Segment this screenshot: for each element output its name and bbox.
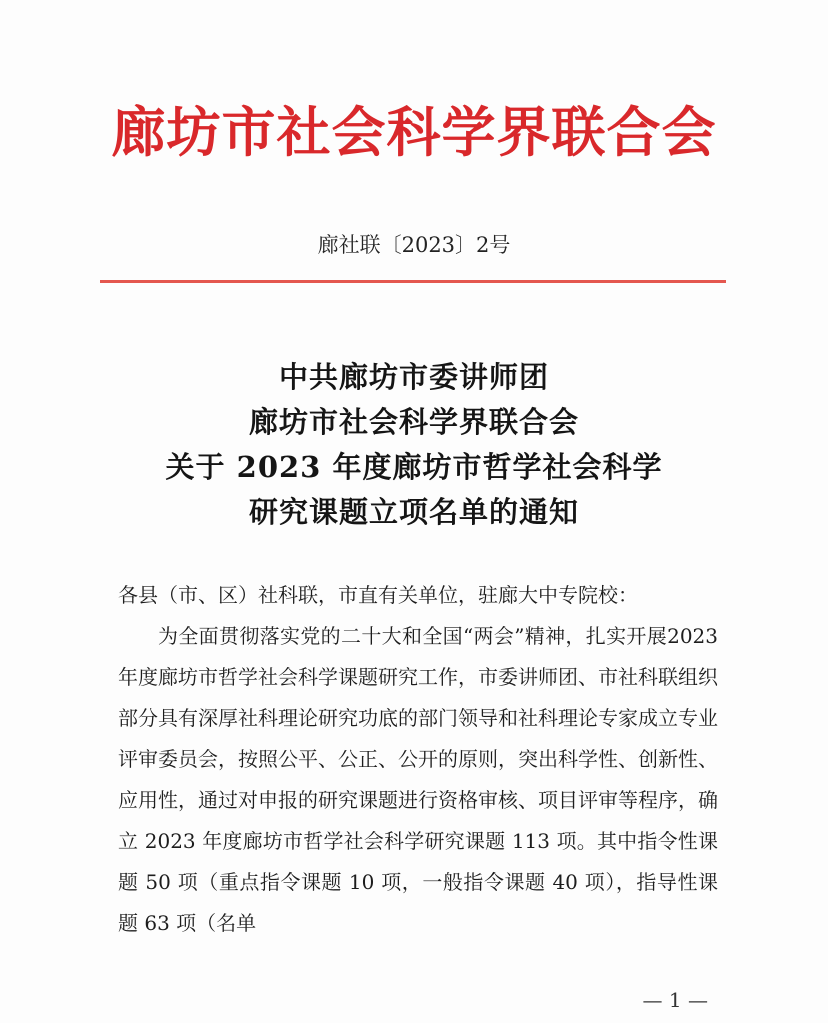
red-divider-line [100, 280, 726, 283]
salutation: 各县（市、区）社科联，市直有关单位，驻廊大中专院校： [118, 583, 638, 607]
document-number: 廊社联〔2023〕2号 [317, 233, 511, 257]
body-paragraph: 为全面贯彻落实党的二十大和全国“两会”精神，扎实开展2023 年度廊坊市哲学社会科学课题研究工作，市委讲师团、市社科联组织部分具有深厚社科理论研究功底的部门领导和社科理论专家成立专业评审委员会，按照公平、公正、公开的原则，突出科学性、创新性、应用性，通过对申报的研究课题进行资格审核、项目评审等程序，确立 2023 年度廊坊市哲学社会科学研究课题 113 项。其中指令性课题 50 项（重点指令课题 10 项，一般指令课题 40 项），指导性课题 63 项（名单 [118, 624, 718, 935]
document-title [0, 355, 828, 535]
document-body [118, 575, 718, 944]
title-line: 中共廊坊市委讲师团 [278, 360, 549, 394]
title-line: 关于 2023 年度廊坊市哲学社会科学 [165, 450, 663, 484]
page-number [0, 985, 828, 1015]
page-number-text: — 1 — [642, 988, 708, 1012]
organization-header: 廊坊市社会科学界联合会 [111, 100, 717, 164]
title-line: 研究课题立项名单的通知 [248, 495, 579, 529]
title-line: 廊坊市社会科学界联合会 [248, 405, 579, 439]
